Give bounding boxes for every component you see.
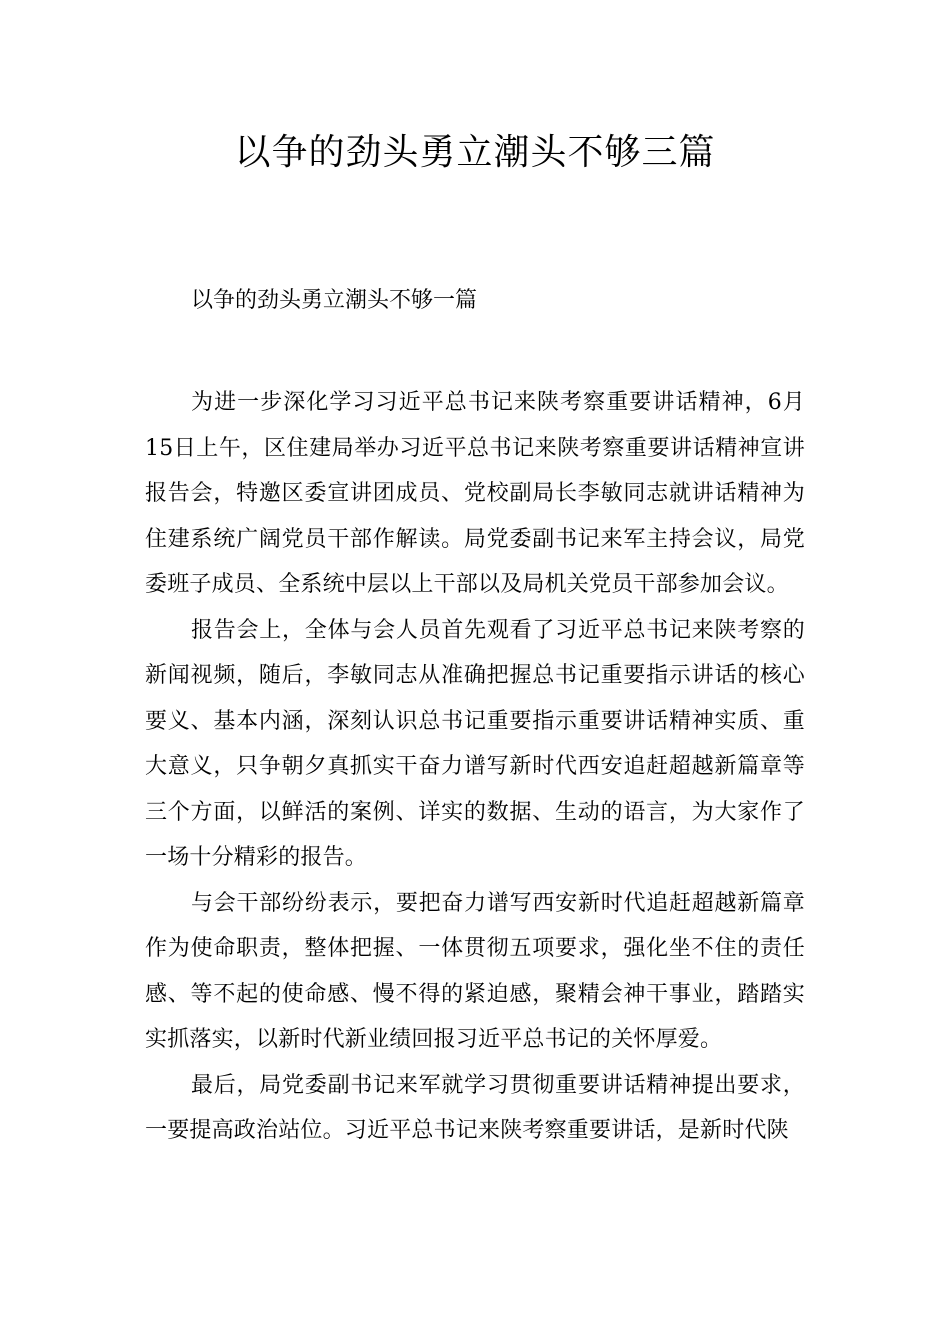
paragraph: 与会干部纷纷表示，要把奋力谱写西安新时代追赶超越新篇章作为使命职责，整体把握、一体贯彻五项要求，强化坐不住的责任感、等不起的使命感、慢不得的紧迫感，聚精会神干事业，踏踏实实抓落实，以新时代新业绩回报习近平总书记的关怀厚爱。: [145, 890, 805, 1052]
document-body: [145, 380, 805, 1154]
paragraph: 报告会上，全体与会人员首先观看了习近平总书记来陕考察的新闻视频，随后，李敏同志从准确把握总书记重要指示讲话的核心要义、基本内涵，深刻认识总书记重要指示重要讲话精神实质、重大意义，只争朝夕真抓实干奋力谱写新时代西安追赶超越新篇章等三个方面，以鲜活的案例、详实的数据、生动的语言，为大家作了一场十分精彩的报告。: [145, 617, 805, 870]
paragraph: 为进一步深化学习习近平总书记来陕考察重要讲话精神，6月15日上午，区住建局举办习近平总书记来陕考察重要讲话精神宣讲报告会，特邀区委宣讲团成员、党校副局长李敏同志就讲话精神为住建系统广阔党员干部作解读。局党委副书记来军主持会议，局党委班子成员、全系统中层以上干部以及局机关党员干部参加会议。: [145, 390, 805, 597]
paragraph: 最后，局党委副书记来军就学习贯彻重要讲话精神提出要求，一要提高政治站位。习近平总书记来陕考察重要讲话，是新时代陕: [145, 1072, 805, 1143]
document-title: 以争的劲头勇立潮头不够三篇: [234, 132, 716, 173]
document-subtitle: 以争的劲头勇立潮头不够一篇: [191, 288, 478, 313]
